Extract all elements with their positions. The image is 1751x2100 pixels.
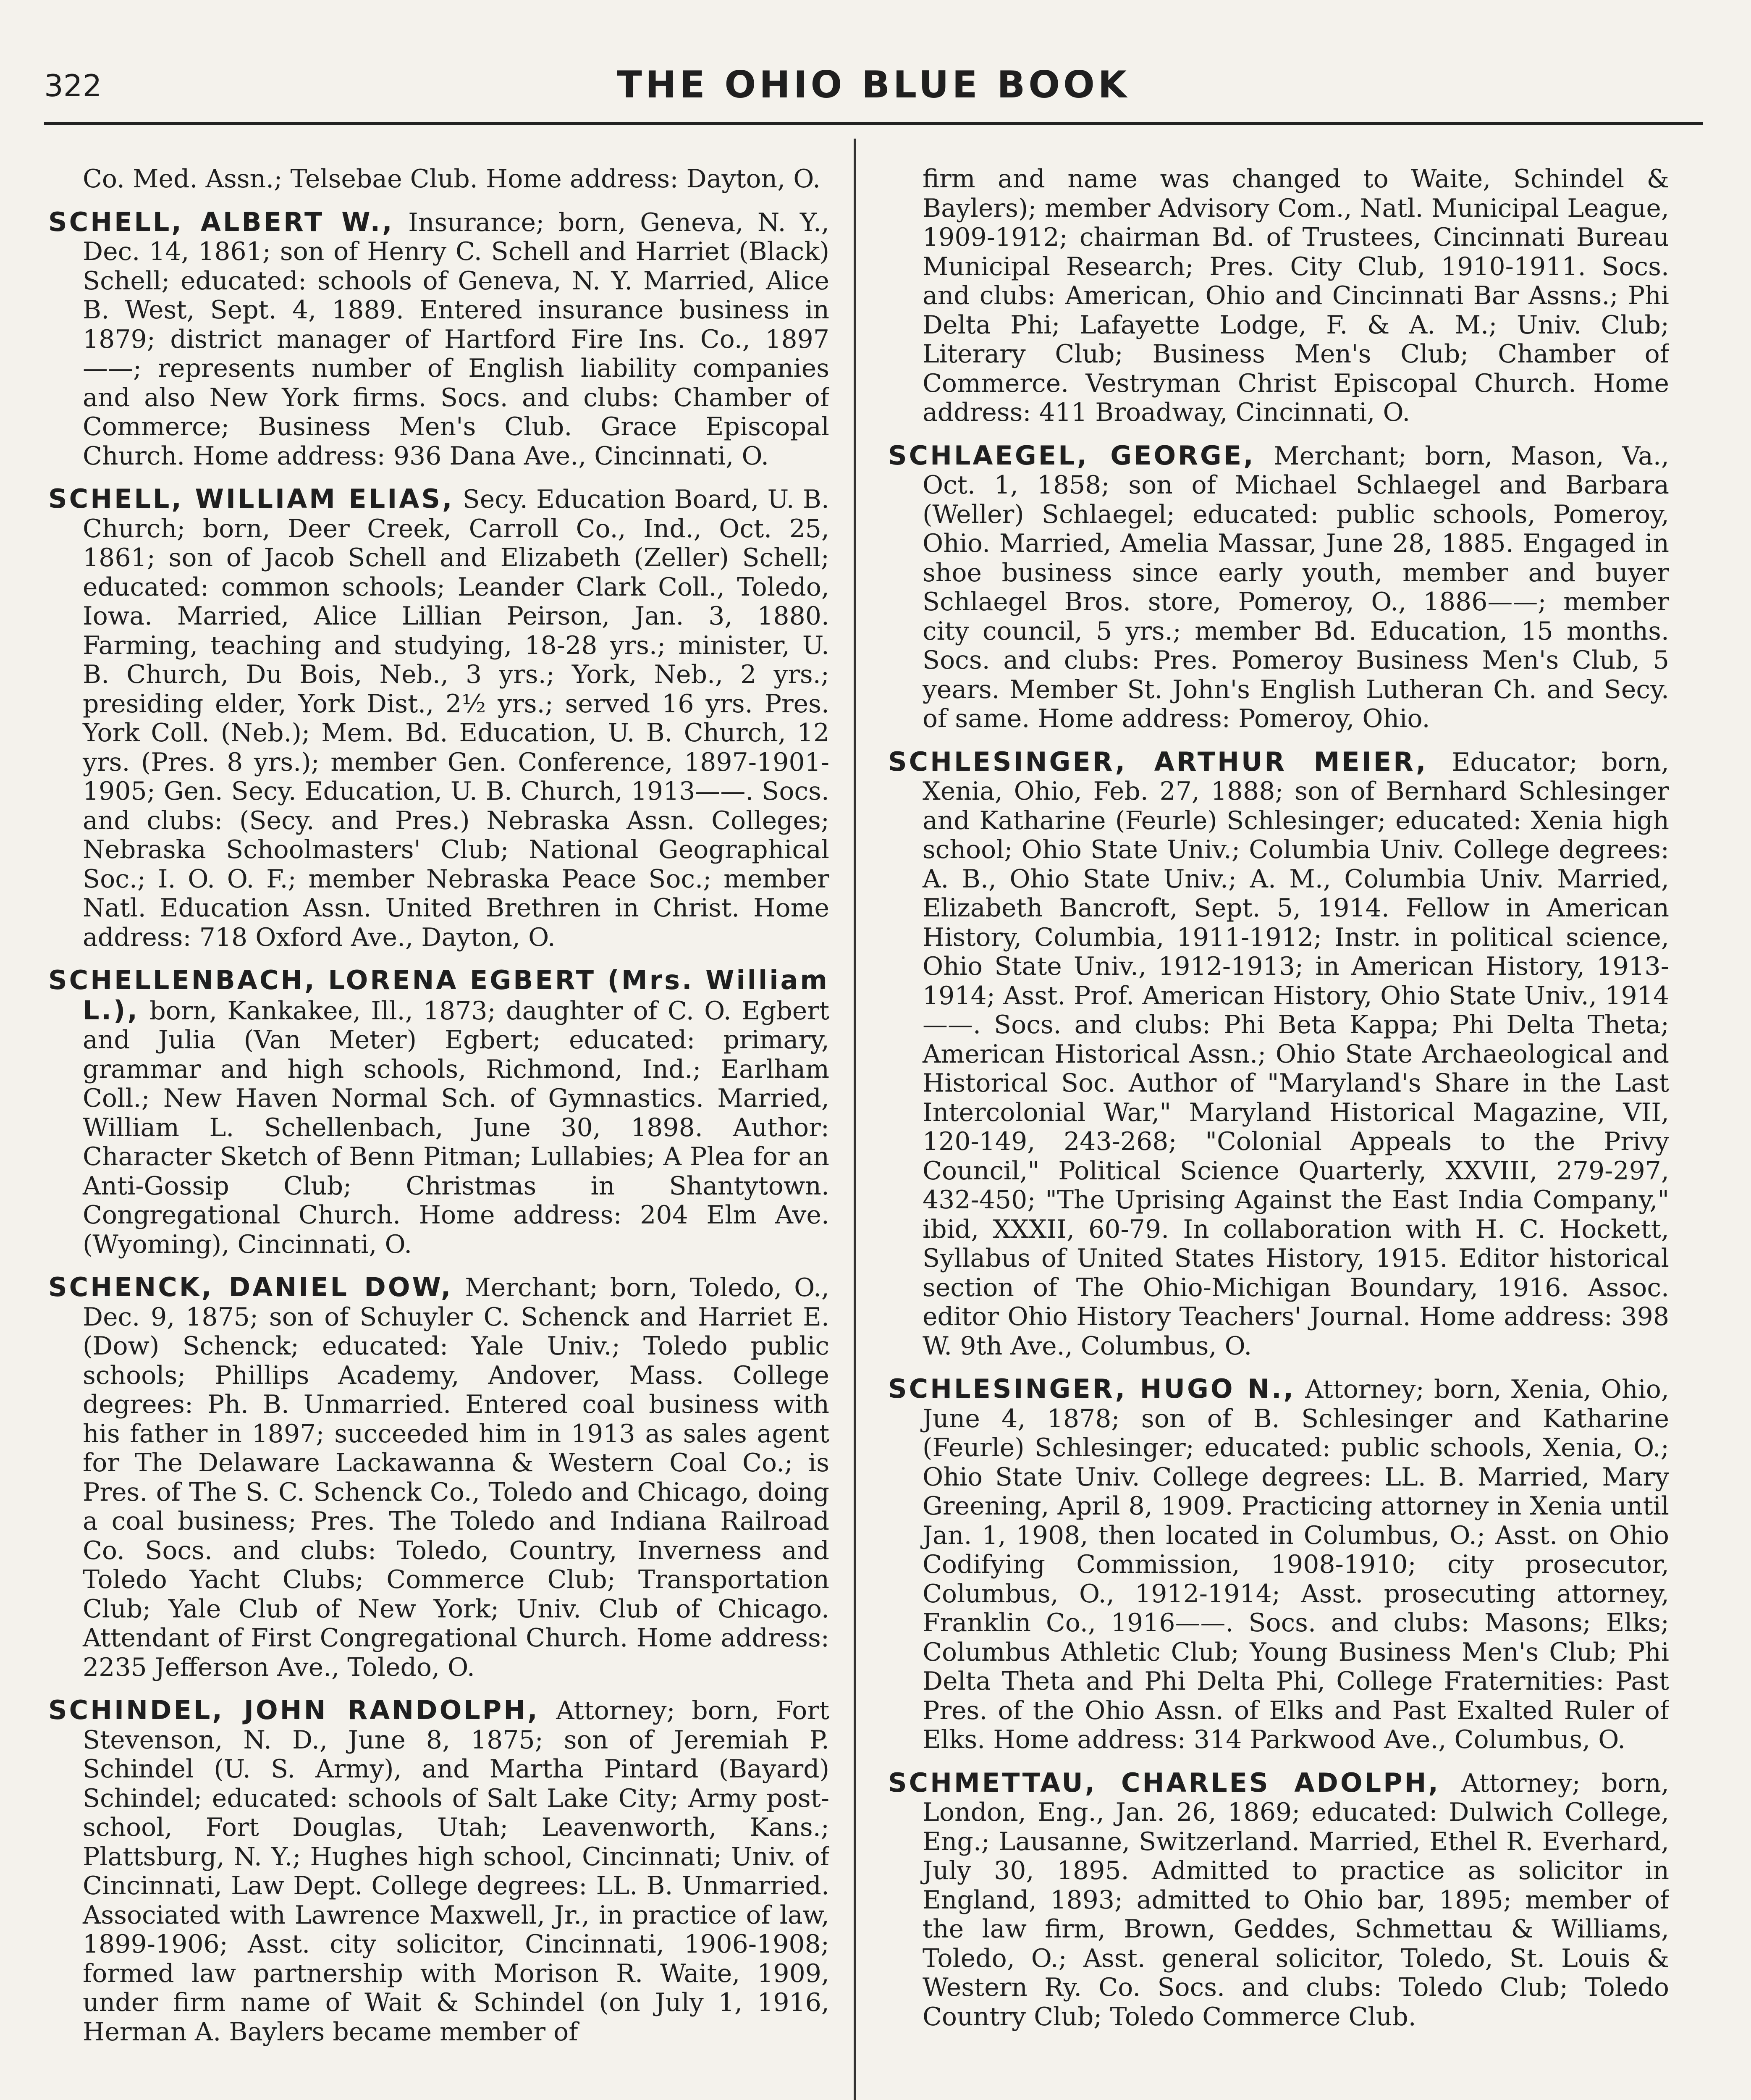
entry-text: born, Kankakee, Ill., 1873; daughter of C. O. Egbert and Julia (Van Meter) Egbert; educated: primary, grammar and high schools, Richmond, Ind.; Earlham Coll.; New Haven Normal Sch. of Gymnastics. Married, William L. Schellenbach, June 30, 1898. Author: Character Sketch of Benn Pitman; Lullabies; A Plea for an Anti-Gossip Club; Christmas in Shantytown. Congregational Church. Home address: 204 Elm Ave. (Wyoming), Cincinnati, O.: [83, 996, 829, 1259]
entry-name: SCHLAEGEL, GEORGE,: [888, 440, 1256, 471]
entry-text: Merchant; born, Mason, Va., Oct. 1, 1858; son of Michael Schlaegel and Barbara (Weller) Schlaegel; educated: public schools, Pomeroy, Ohio. Married, Amelia Massar, June 28, 1885. Engaged in shoe business since early youth, member and buyer Schlaegel Bros. store, Pomeroy, O., 1886——; member city council, 5 yrs.; member Bd. Education, 15 months. Socs. and clubs: Pres. Pomeroy Business Men's Club, 5 years. Member St. John's English Lutheran Ch. and Secy. of same. Home address: Pomeroy, Ohio.: [923, 441, 1669, 733]
entry-name: SCHELL, WILLIAM ELIAS,: [48, 483, 454, 514]
entry-name: SCHMETTAU, CHARLES ADOLPH,: [888, 1767, 1440, 1798]
entry-text: Attorney; born, Xenia, Ohio, June 4, 1878; son of B. Schlesinger and Katharine (Feurle) Schlesinger; educated: public schools, Xenia, O.; Ohio State Univ. College degrees: LL. B. Married, Mary Greening, April 8, 1909. Practicing attorney in Xenia until Jan. 1, 1908, then located in Columbus, O.; Asst. on Ohio Codifying Commission, 1908-1910; city prosecutor, Columbus, O., 1912-1914; Asst. prosecuting attorney, Franklin Co., 1916——. Socs. and clubs: Masons; Elks; Columbus Athletic Club; Young Business Men's Club; Phi Delta Theta and Phi Delta Phi, College Fraternities: Past Pres. of the Ohio Assn. of Elks and Past Exalted Ruler of Elks. Home address: 314 Parkwood Ave., Columbus, O.: [923, 1375, 1669, 1754]
page-number: 322: [44, 68, 102, 103]
entry-text: Attorney; born, Fort Stevenson, N. D., June 8, 1875; son of Jeremiah P. Schindel (U. S. Army), and Martha Pintard (Bayard) Schindel; educated: schools of Salt Lake City; Army post-school, Fort Douglas, Utah; Leavenworth, Kans.; Plattsburg, N. Y.; Hughes high school, Cincinnati; Univ. of Cincinnati, Law Dept. College degrees: LL. B. Unmarried. Associated with Lawrence Maxwell, Jr., in practice of law, 1899-1906; Asst. city solicitor, Cincinnati, 1906-1908; formed law partnership with Morison R. Waite, 1909, under firm name of Wait & Schindel (on July 1, 1916, Herman A. Baylers became member of: [83, 1696, 829, 2047]
entry-name: SCHELLENBACH, LORENA EGBERT (Mrs. William L.),: [48, 965, 829, 1026]
biography-entry: [48, 164, 829, 194]
biography-entry: [888, 1768, 1669, 2032]
entry-text: Co. Med. Assn.; Telsebae Club. Home address: Dayton, O.: [83, 164, 821, 194]
biography-entry: [888, 164, 1669, 428]
entry-text: Attorney; born, London, Eng., Jan. 26, 1869; educated: Dulwich College, Eng.; Lausanne, Switzerland. Married, Ethel R. Everhard, July 30, 1895. Admitted to practice as solicitor in England, 1893; admitted to Ohio bar, 1895; member of the law firm, Brown, Geddes, Schmettau & Williams, Toledo, O.; Asst. general solicitor, Toledo, St. Louis & Western Ry. Co. Socs. and clubs: Toledo Club; Toledo Country Club; Toledo Commerce Club.: [923, 1768, 1669, 2032]
biography-entry: [48, 1696, 829, 2047]
entry-name: SCHENCK, DANIEL DOW,: [48, 1272, 453, 1302]
biography-entry: [888, 747, 1669, 1361]
biography-entry: [48, 966, 829, 1259]
page-header: [44, 63, 1703, 118]
entry-text: firm and name was changed to Waite, Schindel & Baylers); member Advisory Com., Natl. Municipal League, 1909-1912; chairman Bd. of Trustees, Cincinnati Bureau Municipal Research; Pres. City Club, 1910-1911. Socs. and clubs: American, Ohio and Cincinnati Bar Assns.; Phi Delta Phi; Lafayette Lodge, F. & A. M.; Univ. Club; Literary Club; Business Men's Club; Chamber of Commerce. Vestryman Christ Episcopal Church. Home address: 411 Broadway, Cincinnati, O.: [923, 164, 1669, 427]
entry-text: Merchant; born, Toledo, O., Dec. 9, 1875; son of Schuyler C. Schenck and Harriet E. (Dow) Schenck; educated: Yale Univ.; Toledo public schools; Phillips Academy, Andover, Mass. College degrees: Ph. B. Unmarried. Entered coal business with his father in 1897; succeeded him in 1913 as sales agent for The Delaware Lackawanna & Western Coal Co.; is Pres. of The S. C. Schenck Co., Toledo and Chicago, doing a coal business; Pres. The Toledo and Indiana Railroad Co. Socs. and clubs: Toledo, Country, Inverness and Toledo Yacht Clubs; Commerce Club; Transportation Club; Yale Club of New York; Univ. Club of Chicago. Attendant of First Congregational Church. Home address: 2235 Jefferson Ave., Toledo, O.: [83, 1273, 829, 1682]
biography-entry: [888, 1374, 1669, 1755]
right-column: [888, 164, 1669, 2100]
running-title: THE OHIO BLUE BOOK: [616, 63, 1130, 106]
biography-entry: [48, 484, 829, 952]
column-divider: [854, 139, 856, 2100]
entry-name: SCHELL, ALBERT W.,: [48, 206, 394, 237]
entry-name: SCHINDEL, JOHN RANDOLPH,: [48, 1695, 540, 1725]
left-column: [48, 164, 829, 2100]
biography-entry: [48, 207, 829, 471]
biography-entry: [48, 1273, 829, 1682]
entry-text: Educator; born, Xenia, Ohio, Feb. 27, 1888; son of Bernhard Schlesinger and Katharine (Feurle) Schlesinger; educated: Xenia high school; Ohio State Univ.; Columbia Univ. College degrees: A. B., Ohio State Univ.; A. M., Columbia Univ. Married, Elizabeth Bancroft, Sept. 5, 1914. Fellow in American History, Columbia, 1911-1912; Instr. in political science, Ohio State Univ., 1912-1913; in American History, 1913-1914; Asst. Prof. American History, Ohio State Univ., 1914——. Socs. and clubs: Phi Beta Kappa; Phi Delta Theta; American Historical Assn.; Ohio State Archaeological and Historical Soc. Author of "Maryland's Share in the Last Intercolonial War," Maryland Historical Magazine, VII, 120-149, 243-268; "Colonial Appeals to the Privy Council," Political Science Quarterly, XXVIII, 279-297, 432-450; "The Uprising Against the East India Company," ibid, XXXII, 60-79. In collaboration with H. C. Hockett, Syllabus of United States History, 1915. Editor historical section of The Ohio-Michigan Boundary, 1916. Assoc. editor Ohio History Teachers' Journal. Home address: 398 W. 9th Ave., Columbus, O.: [923, 747, 1669, 1361]
biography-entry: [888, 441, 1669, 734]
entry-text: Insurance; born, Geneva, N. Y., Dec. 14, 1861; son of Henry C. Schell and Harriet (Black) Schell; educated: schools of Geneva, N. Y. Married, Alice B. West, Sept. 4, 1889. Entered insurance business in 1879; district manager of Hartford Fire Ins. Co., 1897——; represents number of English liability companies and also New York firms. Socs. and clubs: Chamber of Commerce; Business Men's Club. Grace Episcopal Church. Home address: 936 Dana Ave., Cincinnati, O.: [83, 207, 829, 471]
entry-name: SCHLESINGER, ARTHUR MEIER,: [888, 746, 1428, 777]
header-rule: [44, 122, 1703, 125]
entry-text: Secy. Education Board, U. B. Church; born, Deer Creek, Carroll Co., Ind., Oct. 25, 1861; son of Jacob Schell and Elizabeth (Zeller) Schell; educated: common schools; Leander Clark Coll., Toledo, Iowa. Married, Alice Lillian Peirson, Jan. 3, 1880. Farming, teaching and studying, 18-28 yrs.; minister, U. B. Church, Du Bois, Neb., 3 yrs.; York, Neb., 2 yrs.; presiding elder, York Dist., 2½ yrs.; served 16 yrs. Pres. York Coll. (Neb.); Mem. Bd. Education, U. B. Church, 12 yrs. (Pres. 8 yrs.); member Gen. Conference, 1897-1901-1905; Gen. Secy. Education, U. B. Church, 1913——. Socs. and clubs: (Secy. and Pres.) Nebraska Assn. Colleges; Nebraska Schoolmasters' Club; National Geographical Soc.; I. O. O. F.; member Nebraska Peace Soc.; member Natl. Education Assn. United Brethren in Christ. Home address: 718 Oxford Ave., Dayton, O.: [83, 485, 829, 952]
entry-name: SCHLESINGER, HUGO N.,: [888, 1373, 1296, 1404]
